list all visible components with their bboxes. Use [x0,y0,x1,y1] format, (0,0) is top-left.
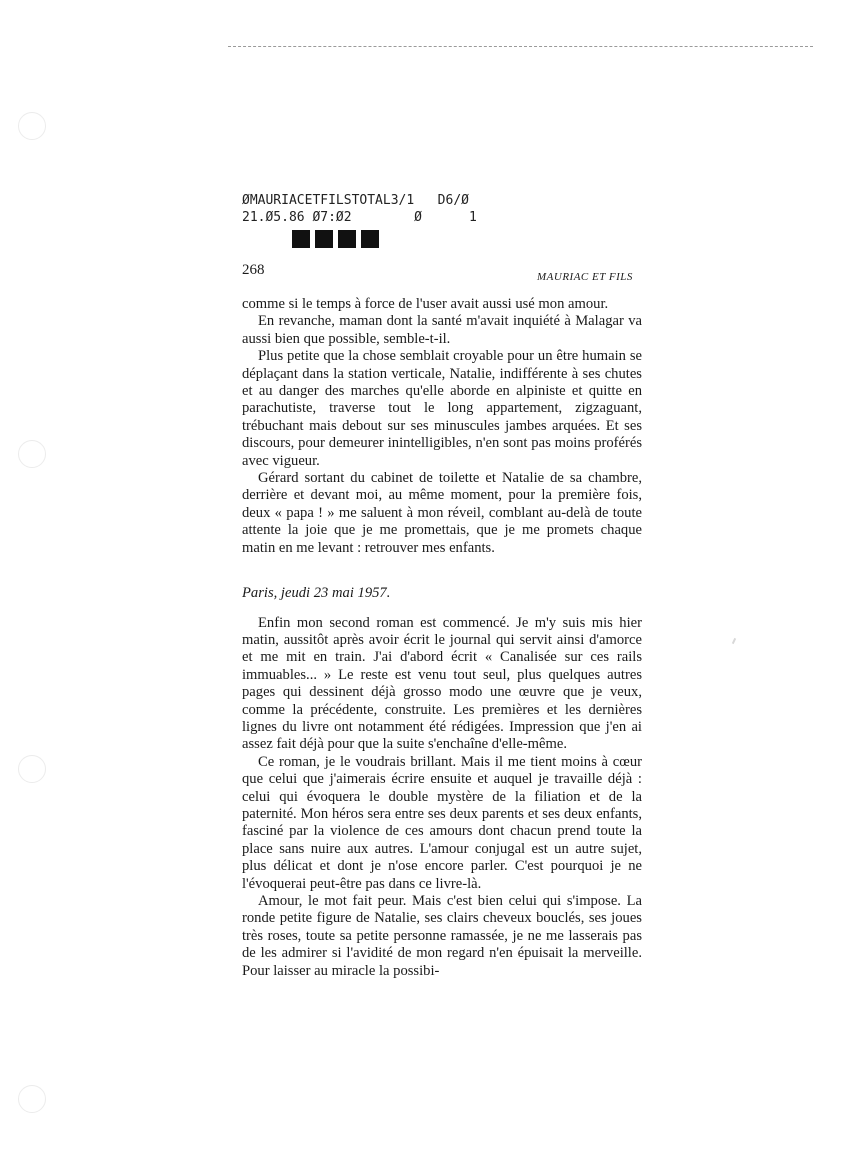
stamp-blocks [292,230,477,248]
paragraph: comme si le temps à force de l'user avait aussi usé mon amour. [242,296,609,312]
body-text [242,296,642,980]
redaction-block [361,230,379,248]
paragraph: Amour, le mot fait peur. Mais c'est bien celui qui s'impose. La ronde petite figure de Natalie, ses clairs cheveux bouclés, ses joues très roses, toute sa petite personne ramassée, je ne me lasserais pas de les admirer si l'avidité de mon regard n'en épuisait la merveille. Pour laisser au miracle la possibi- [242,893,642,979]
punch-hole [18,112,46,140]
paragraph: Plus petite que la chose semblait croyable pour un être humain se déplaçant dans la station verticale, Natalie, indifférente à ses chutes et au danger des marches qu'elle aborde en alpiniste et quitte en parachutiste, traverse tout le long appartement, zigzaguant, trébuchant mais debout sur ses minuscules jambes arquées. Et ses discours, pour demeurer inintelligibles, n'en sont pas moins proférés avec vigueur. [242,348,642,469]
redaction-block [338,230,356,248]
scan-speck [732,638,736,644]
paragraph: Ce roman, je le voudrais brillant. Mais il me tient moins à cœur que celui que j'aimerais écrire ensuite et auquel je travaille déjà : celui qui évoquera le double mystère de la filiation et de la paternité. Mon héros sera entre ses deux parents et ses deux enfants, fasciné par la violence de ces amours dont chacun prend toute la place sans nuire aux autres. L'amour conjugal est un autre sujet, plus délicat et dont je n'ose encore parler. C'est pourquoi je ne l'évoquerai peut-être pas dans ce livre-là. [242,753,642,892]
stamp-line-2: 21.Ø5.86 Ø7:Ø2 Ø 1 [242,210,477,225]
entry-dateline: Paris, jeudi 23 mai 1957. [242,585,391,602]
paragraph: En revanche, maman dont la santé m'avait inquiété à Malagar va aussi bien que possible, semble-t-il. [242,313,642,347]
redaction-block [292,230,310,248]
punch-hole [18,1085,46,1113]
running-title: MAURIAC ET FILS [537,271,633,283]
paragraph: Enfin mon second roman est commencé. Je m'y suis mis hier matin, aussitôt après avoir écrit le journal qui servit ainsi d'amorce et me mit en train. J'ai d'abord écrit « Canalisée sur ces rails immuables... » Le reste est venu tout seul, plus quelques autres pages qui dessinent déjà grosso modo une œuvre que je veux, comme la précédente, construite. Les premières et les dernières lignes du livre ont notamment été rédigées. Impression que j'en ai assez fait déjà pour que la suite s'enchaîne d'elle-même. [242,614,642,753]
punch-hole [18,440,46,468]
typesetting-stamp [242,192,477,248]
stamp-line-1: ØMAURIACETFILSTOTAL3/1 D6/Ø [242,193,469,208]
punch-hole [18,755,46,783]
redaction-block [315,230,333,248]
page-number: 268 [242,262,265,278]
scan-top-rule [228,46,813,47]
paragraph: Gérard sortant du cabinet de toilette et Natalie de sa chambre, derrière et devant moi, au même moment, pour la première fois, deux « papa ! » me saluent à mon réveil, comblant au-delà de toute attente la joie que je me promettais, que je me promets chaque matin en me levant : retrouver mes enfants. [242,470,642,556]
